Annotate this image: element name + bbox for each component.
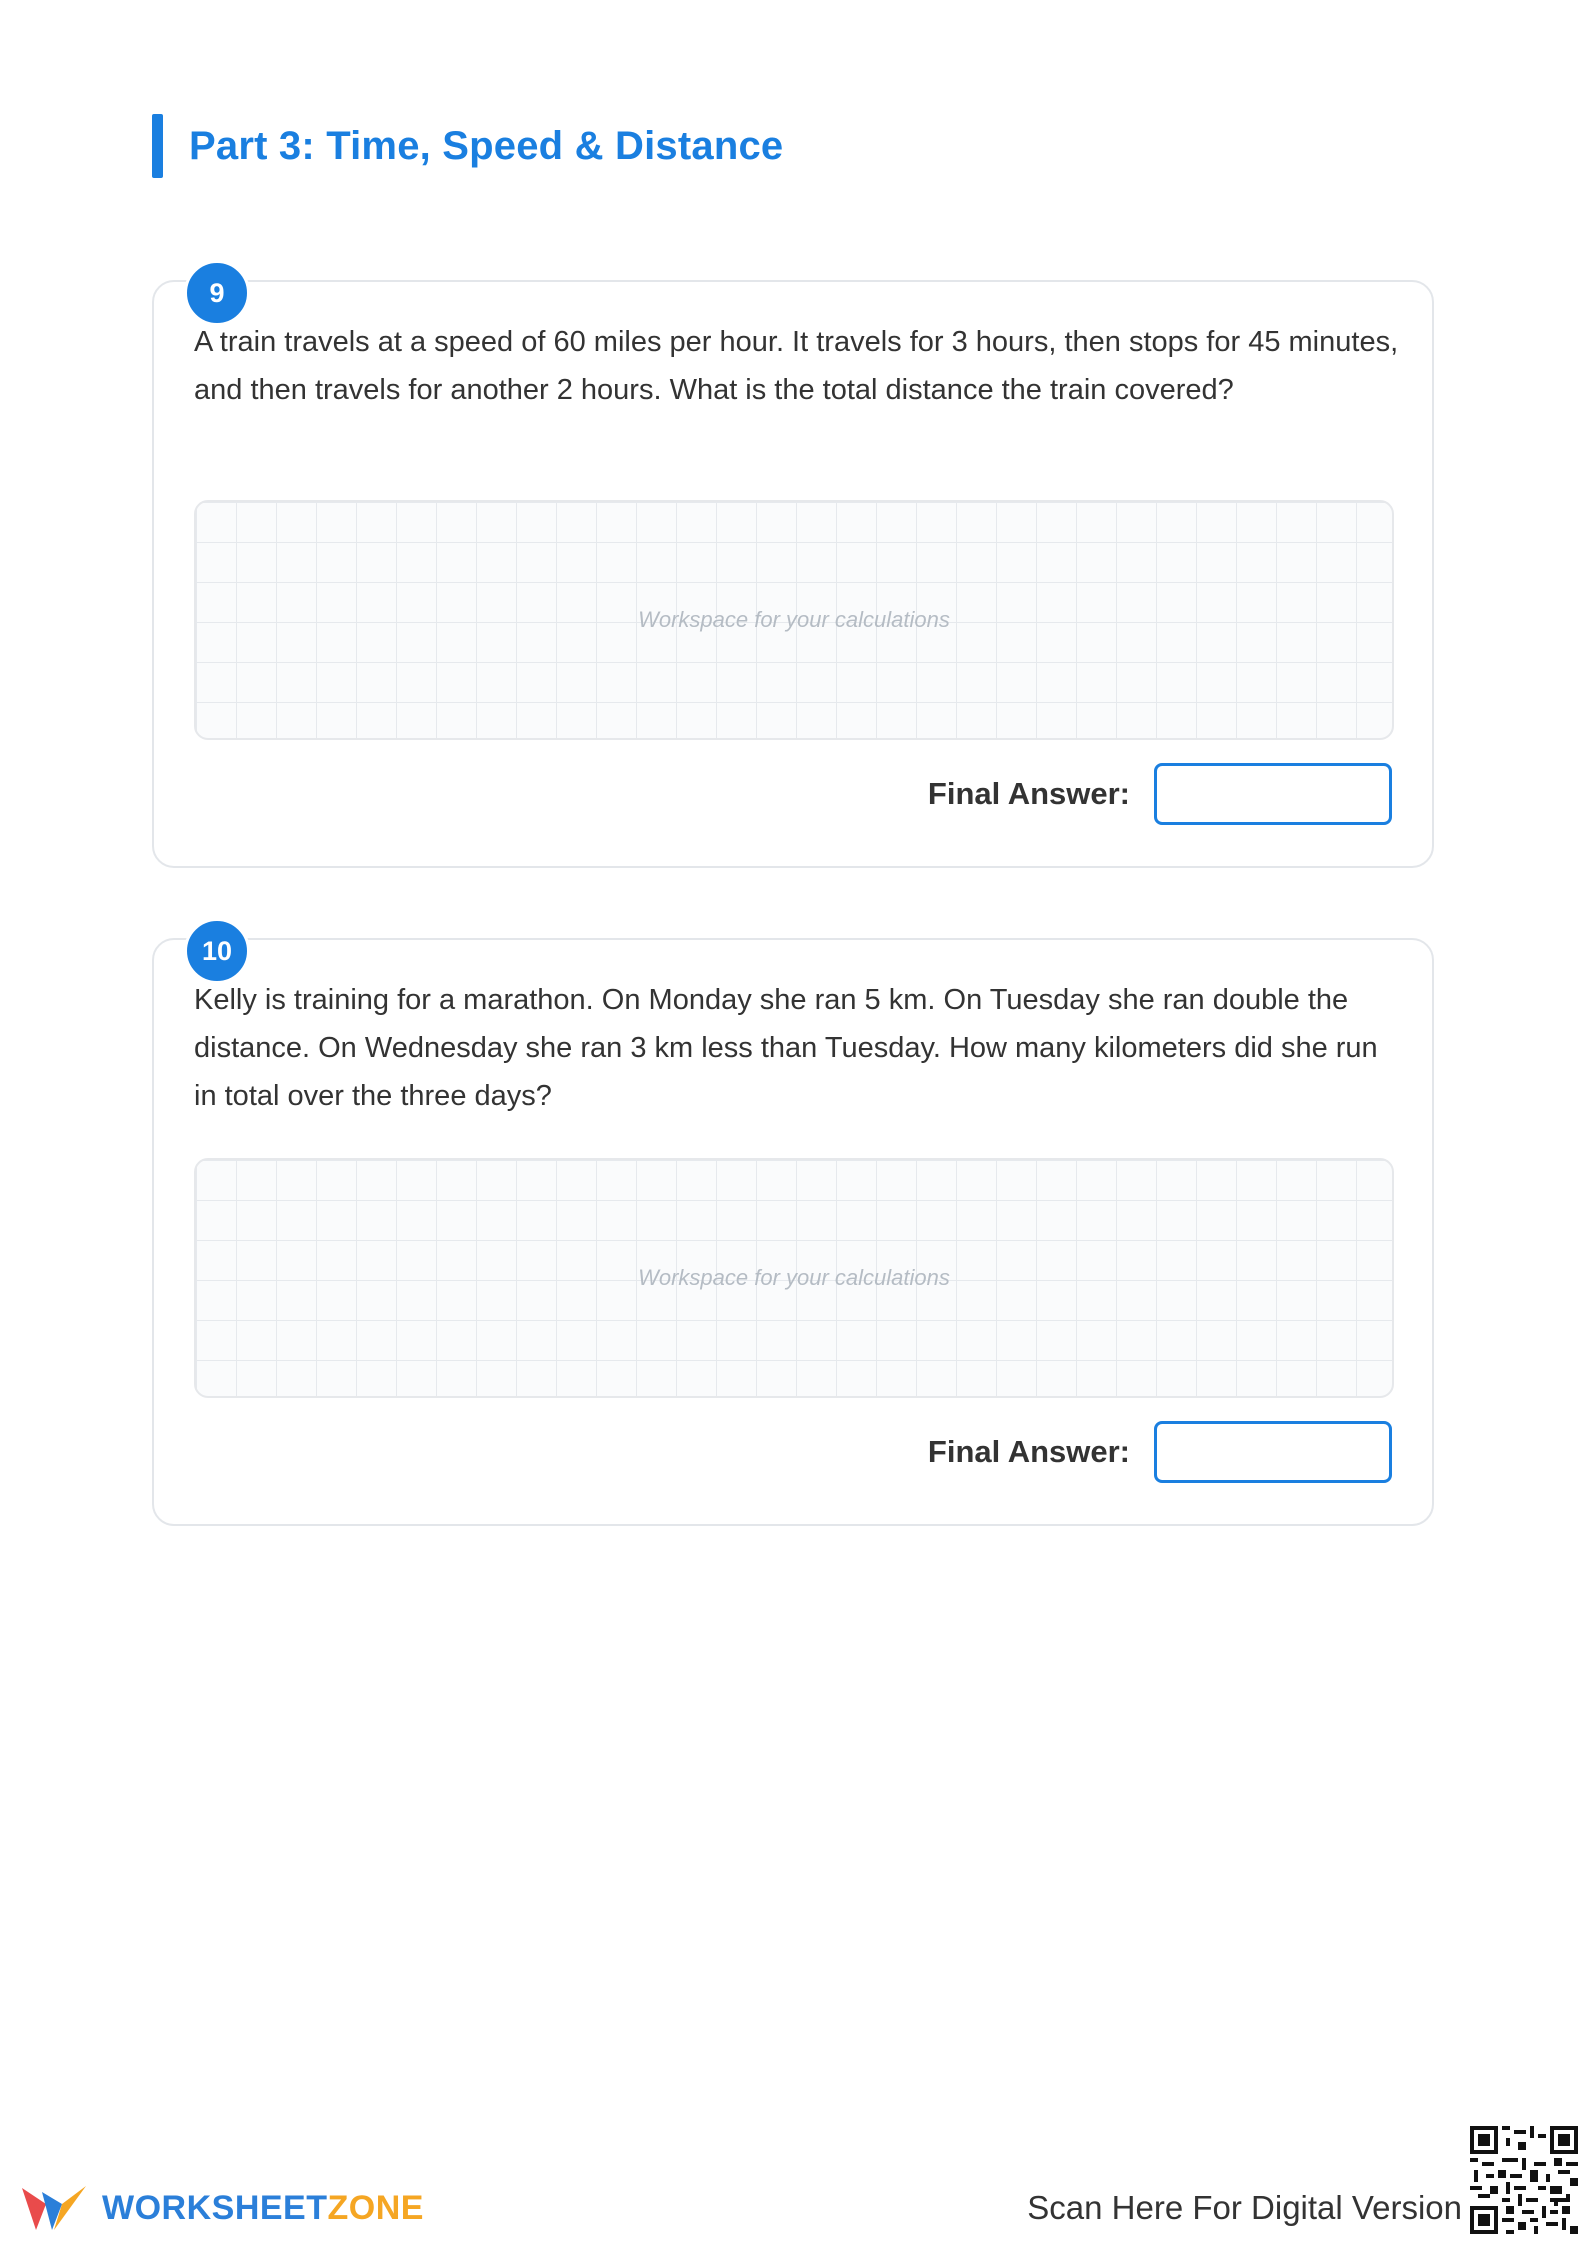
final-answer-row (928, 1420, 1392, 1484)
final-answer-box[interactable] (1154, 763, 1392, 825)
section-title: Part 3: Time, Speed & Distance (189, 123, 784, 168)
question-text: A train travels at a speed of 60 miles per hour. It travels for 3 hours, then stops for 45 minutes, and then travels for another 2 hours. What is the total distance the train covered? (194, 326, 1399, 406)
question-text: Kelly is training for a marathon. On Monday she ran 5 km. On Tuesday she ran double the distance. On Wednesday she ran 3 km less than Tuesday. How many kilometers did she run in total over the three days? (194, 984, 1378, 1112)
brand-logo (18, 2180, 424, 2236)
question-number-badge: 10 (184, 918, 250, 984)
section-accent-bar (152, 114, 163, 178)
scan-instruction: Scan Here For Digital Version (1027, 2189, 1462, 2226)
workspace-area[interactable] (194, 500, 1394, 740)
qr-code-icon[interactable] (1470, 2126, 1578, 2234)
final-answer-label: Final Answer: (927, 1434, 1130, 1469)
final-answer-label: Final Answer: (927, 776, 1130, 811)
brand-name (102, 2189, 424, 2228)
workspace-label: Workspace for your calculations (638, 607, 950, 632)
question-card-10 (152, 935, 1434, 1526)
question-card-9 (152, 277, 1434, 868)
final-answer-row (928, 762, 1392, 826)
brand-name-part1: WORKSHEET (102, 2188, 328, 2227)
worksheetzone-w-logo-icon (18, 2180, 90, 2236)
brand-name-part2: ZONE (327, 2188, 424, 2227)
workspace-label: Workspace for your calculations (638, 1265, 950, 1290)
question-number-badge: 9 (184, 260, 250, 326)
workspace-area[interactable] (194, 1158, 1394, 1398)
final-answer-box[interactable] (1154, 1421, 1392, 1483)
section-header (152, 114, 783, 178)
